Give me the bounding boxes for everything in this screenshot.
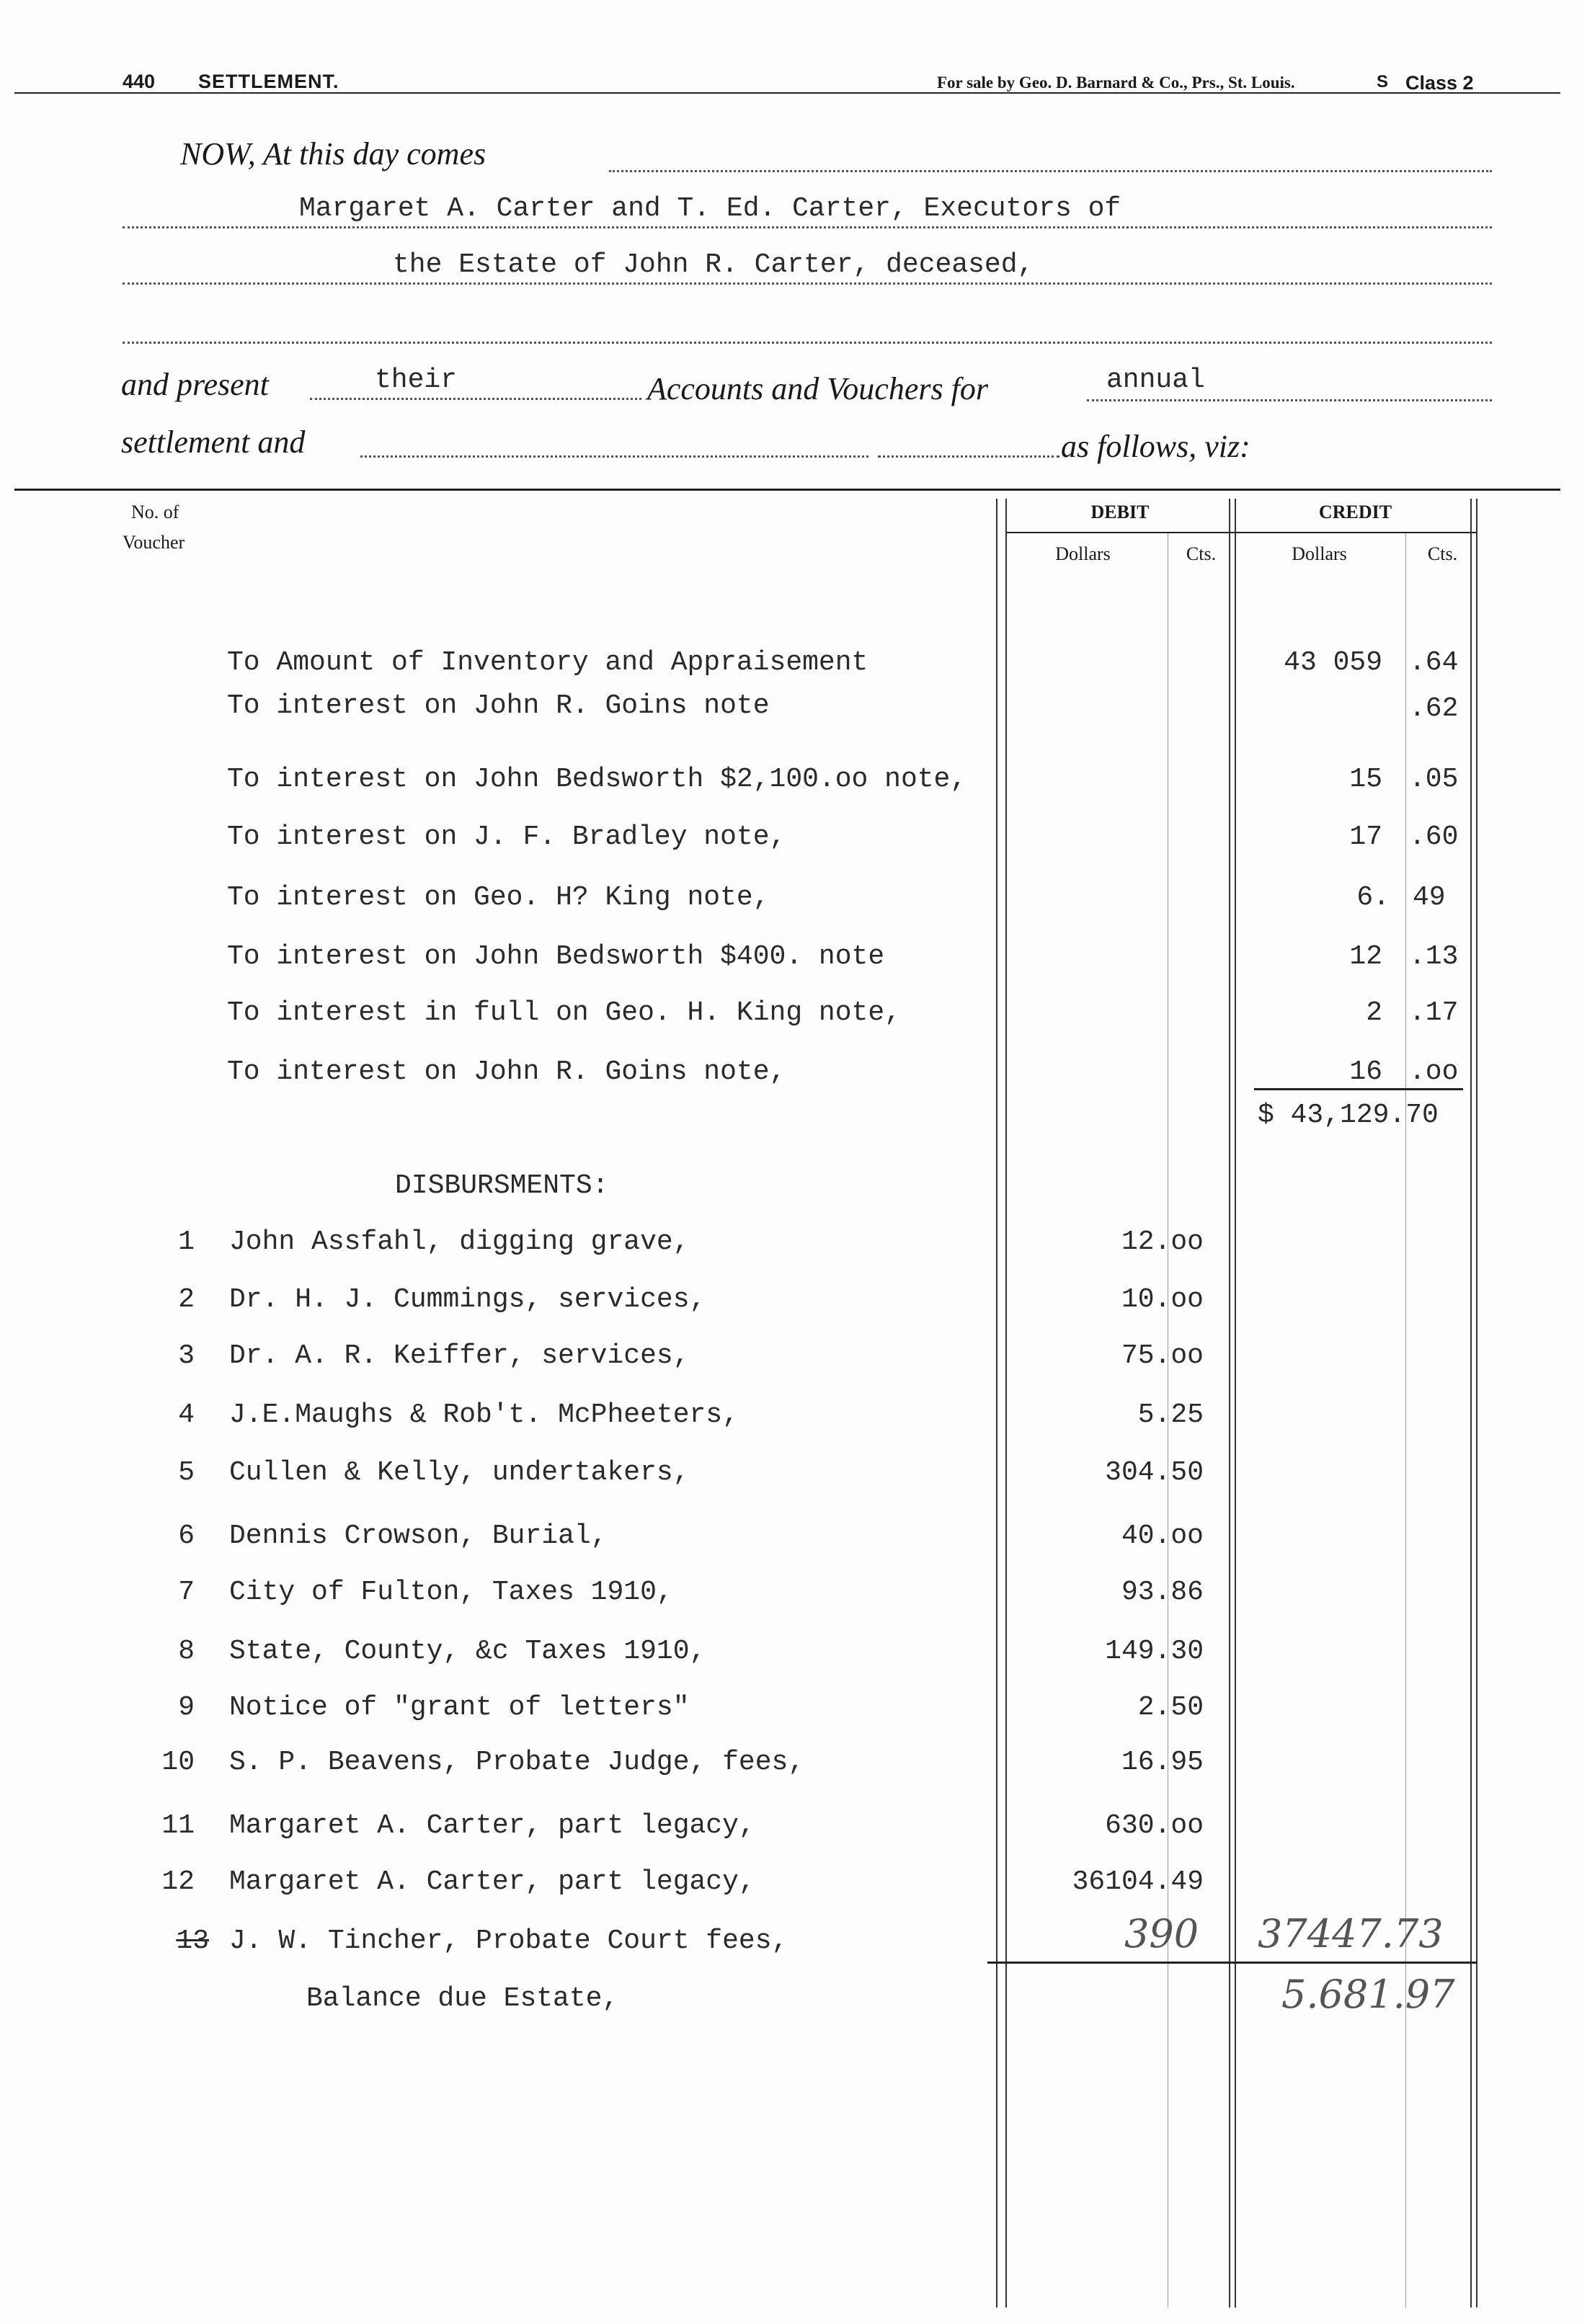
disbursement-amount: 10.oo bbox=[1121, 1284, 1204, 1315]
line1-dotted bbox=[123, 226, 1492, 228]
disbursement-text: Dr. A. R. Keiffer, services, bbox=[229, 1340, 690, 1371]
and-present-text: and present bbox=[121, 367, 269, 402]
header-rule bbox=[14, 92, 1560, 94]
credit-entry-cts: .13 bbox=[1409, 941, 1459, 972]
credit-entry-dollars: 17 bbox=[1349, 822, 1382, 852]
credit-entry-dollars: 15 bbox=[1349, 764, 1382, 795]
credit-entry-dollars: 12 bbox=[1349, 941, 1382, 972]
voucher-no-header: No. of bbox=[131, 502, 179, 522]
present-dotted bbox=[310, 398, 641, 400]
credit-header: CREDIT bbox=[1318, 502, 1392, 522]
voucher-number: 10 bbox=[161, 1747, 195, 1778]
credit-entry-text: To interest on John R. Goins note bbox=[227, 690, 770, 721]
column-line bbox=[1476, 499, 1477, 2307]
estate-line: the Estate of John R. Carter, deceased, bbox=[393, 249, 1034, 280]
column-line bbox=[1405, 533, 1406, 2307]
voucher-number: 3 bbox=[178, 1340, 195, 1371]
credit-entry-cts: .64 bbox=[1409, 647, 1459, 678]
line3-dotted bbox=[123, 342, 1492, 344]
credit-total: $ 43,129.70 bbox=[1258, 1100, 1439, 1131]
disbursement-amount: 5.25 bbox=[1137, 1399, 1204, 1430]
credit-entry-dollars: 43 059 bbox=[1284, 647, 1382, 678]
voucher-number: 1 bbox=[178, 1226, 195, 1257]
voucher-number: 7 bbox=[178, 1577, 195, 1608]
disbursement-amount: 16.95 bbox=[1121, 1747, 1204, 1778]
disbursement-amount: 149.30 bbox=[1105, 1636, 1204, 1667]
accounts-text: Accounts and Vouchers for bbox=[647, 371, 988, 406]
balance-text: Balance due Estate, bbox=[306, 1983, 619, 2014]
table-top-rule bbox=[14, 489, 1560, 491]
voucher-number: 9 bbox=[178, 1692, 195, 1723]
disbursement-text: S. P. Beavens, Probate Judge, fees, bbox=[229, 1747, 805, 1778]
disbursement-text: J. W. Tincher, Probate Court fees, bbox=[229, 1925, 788, 1956]
credit-entry-text: To interest on J. F. Bradley note, bbox=[227, 822, 786, 852]
handwritten-debit-total: 390 bbox=[1124, 1911, 1199, 1956]
settlement-text: settlement and bbox=[121, 424, 306, 460]
credit-entry-cts: .05 bbox=[1409, 764, 1459, 795]
debit-dollars-header: Dollars bbox=[1055, 543, 1111, 564]
disbursement-text: Dr. H. J. Cummings, services, bbox=[229, 1284, 706, 1315]
disbursement-text: Margaret A. Carter, part legacy, bbox=[229, 1866, 755, 1897]
credit-entry-text: To Amount of Inventory and Appraisement bbox=[227, 647, 868, 678]
accounts-dotted bbox=[1087, 399, 1492, 401]
form-title: SETTLEMENT. bbox=[198, 71, 339, 92]
disbursement-amount: 2.50 bbox=[1137, 1692, 1204, 1723]
credit-entry-cts: .60 bbox=[1409, 822, 1459, 852]
credit-entry-cts: .oo bbox=[1409, 1056, 1459, 1087]
credit-dollars-header: Dollars bbox=[1292, 543, 1347, 564]
as-follows-text: as follows, viz: bbox=[1061, 429, 1250, 464]
disbursements-heading: DISBURSMENTS: bbox=[395, 1170, 609, 1201]
credit-entry-dollars: 16 bbox=[1349, 1056, 1382, 1087]
settlement-dotted-2 bbox=[878, 455, 1059, 458]
annual-text: annual bbox=[1106, 365, 1205, 396]
disbursement-amount: 12.oo bbox=[1121, 1226, 1204, 1257]
credit-entry-text: To interest on John R. Goins note, bbox=[227, 1056, 786, 1087]
voucher-number: 5 bbox=[178, 1457, 195, 1488]
debit-cts-header: Cts. bbox=[1186, 543, 1217, 564]
credit-cts-header: Cts. bbox=[1427, 543, 1458, 564]
credit-entry-text: To interest on Geo. H? King note, bbox=[227, 882, 770, 913]
intro-text: NOW, At this day comes bbox=[180, 136, 486, 172]
disbursement-amount: 630.oo bbox=[1105, 1810, 1204, 1841]
voucher-number: 2 bbox=[178, 1284, 195, 1315]
debit-header: DEBIT bbox=[1090, 502, 1150, 522]
handwritten-credit-figure: 37447.73 bbox=[1258, 1911, 1444, 1956]
handwritten-balance: 5.681.97 bbox=[1281, 1972, 1455, 2017]
form-code: S bbox=[1377, 72, 1389, 92]
class-label: Class 2 bbox=[1405, 72, 1474, 94]
publisher-line: For sale by Geo. D. Barnard & Co., Prs., St. Louis. bbox=[937, 74, 1295, 92]
intro-dotted-line bbox=[609, 170, 1492, 172]
voucher-number-struck: 13 bbox=[176, 1925, 209, 1956]
disbursement-text: Notice of "grant of letters" bbox=[229, 1692, 690, 1723]
disbursement-text: Cullen & Kelly, undertakers, bbox=[229, 1457, 690, 1488]
disbursement-amount: 75.oo bbox=[1121, 1340, 1204, 1371]
voucher-number: 6 bbox=[178, 1521, 195, 1551]
disbursement-text: John Assfahl, digging grave, bbox=[229, 1226, 690, 1257]
voucher-number: 4 bbox=[178, 1399, 195, 1430]
credit-entry-cts: 49 bbox=[1413, 882, 1446, 913]
credit-entry-dollars: 6. bbox=[1356, 882, 1390, 913]
credit-entry-text: To interest in full on Geo. H. King note, bbox=[227, 997, 901, 1028]
credit-entry-text: To interest on John Bedsworth $2,100.oo note, bbox=[227, 764, 967, 795]
their-text: their bbox=[375, 365, 458, 396]
disbursement-text: Dennis Crowson, Burial, bbox=[229, 1521, 608, 1551]
disbursement-text: City of Fulton, Taxes 1910, bbox=[229, 1577, 673, 1608]
voucher-number: 8 bbox=[178, 1636, 195, 1667]
settlement-dotted-1 bbox=[360, 455, 868, 458]
column-line bbox=[996, 499, 997, 2307]
credit-subtotal-rule bbox=[1254, 1088, 1463, 1090]
credit-entry-cts: .62 bbox=[1409, 693, 1459, 724]
credit-entry-cts: .17 bbox=[1409, 997, 1459, 1028]
disbursement-amount: 304.50 bbox=[1105, 1457, 1204, 1488]
credit-entry-dollars: 2 bbox=[1366, 997, 1382, 1028]
disbursement-text: State, County, &c Taxes 1910, bbox=[229, 1636, 706, 1667]
disbursement-amount: 40.oo bbox=[1121, 1521, 1204, 1551]
voucher-header: Voucher bbox=[123, 532, 185, 553]
disbursement-amount: 36104.49 bbox=[1072, 1866, 1204, 1897]
page-number: 440 bbox=[123, 71, 156, 92]
voucher-number: 11 bbox=[161, 1810, 195, 1841]
disbursement-amount: 93.86 bbox=[1121, 1577, 1204, 1608]
column-line bbox=[1470, 499, 1472, 2307]
voucher-number: 12 bbox=[161, 1866, 195, 1897]
line2-dotted bbox=[123, 282, 1492, 285]
final-total-rule bbox=[987, 1962, 1477, 1964]
disbursement-text: J.E.Maughs & Rob't. McPheeters, bbox=[229, 1399, 739, 1430]
column-line bbox=[1229, 499, 1230, 2307]
executors-line: Margaret A. Carter and T. Ed. Carter, Executors of bbox=[299, 193, 1121, 224]
disbursement-text: Margaret A. Carter, part legacy, bbox=[229, 1810, 755, 1841]
credit-entry-text: To interest on John Bedsworth $400. note bbox=[227, 941, 885, 972]
